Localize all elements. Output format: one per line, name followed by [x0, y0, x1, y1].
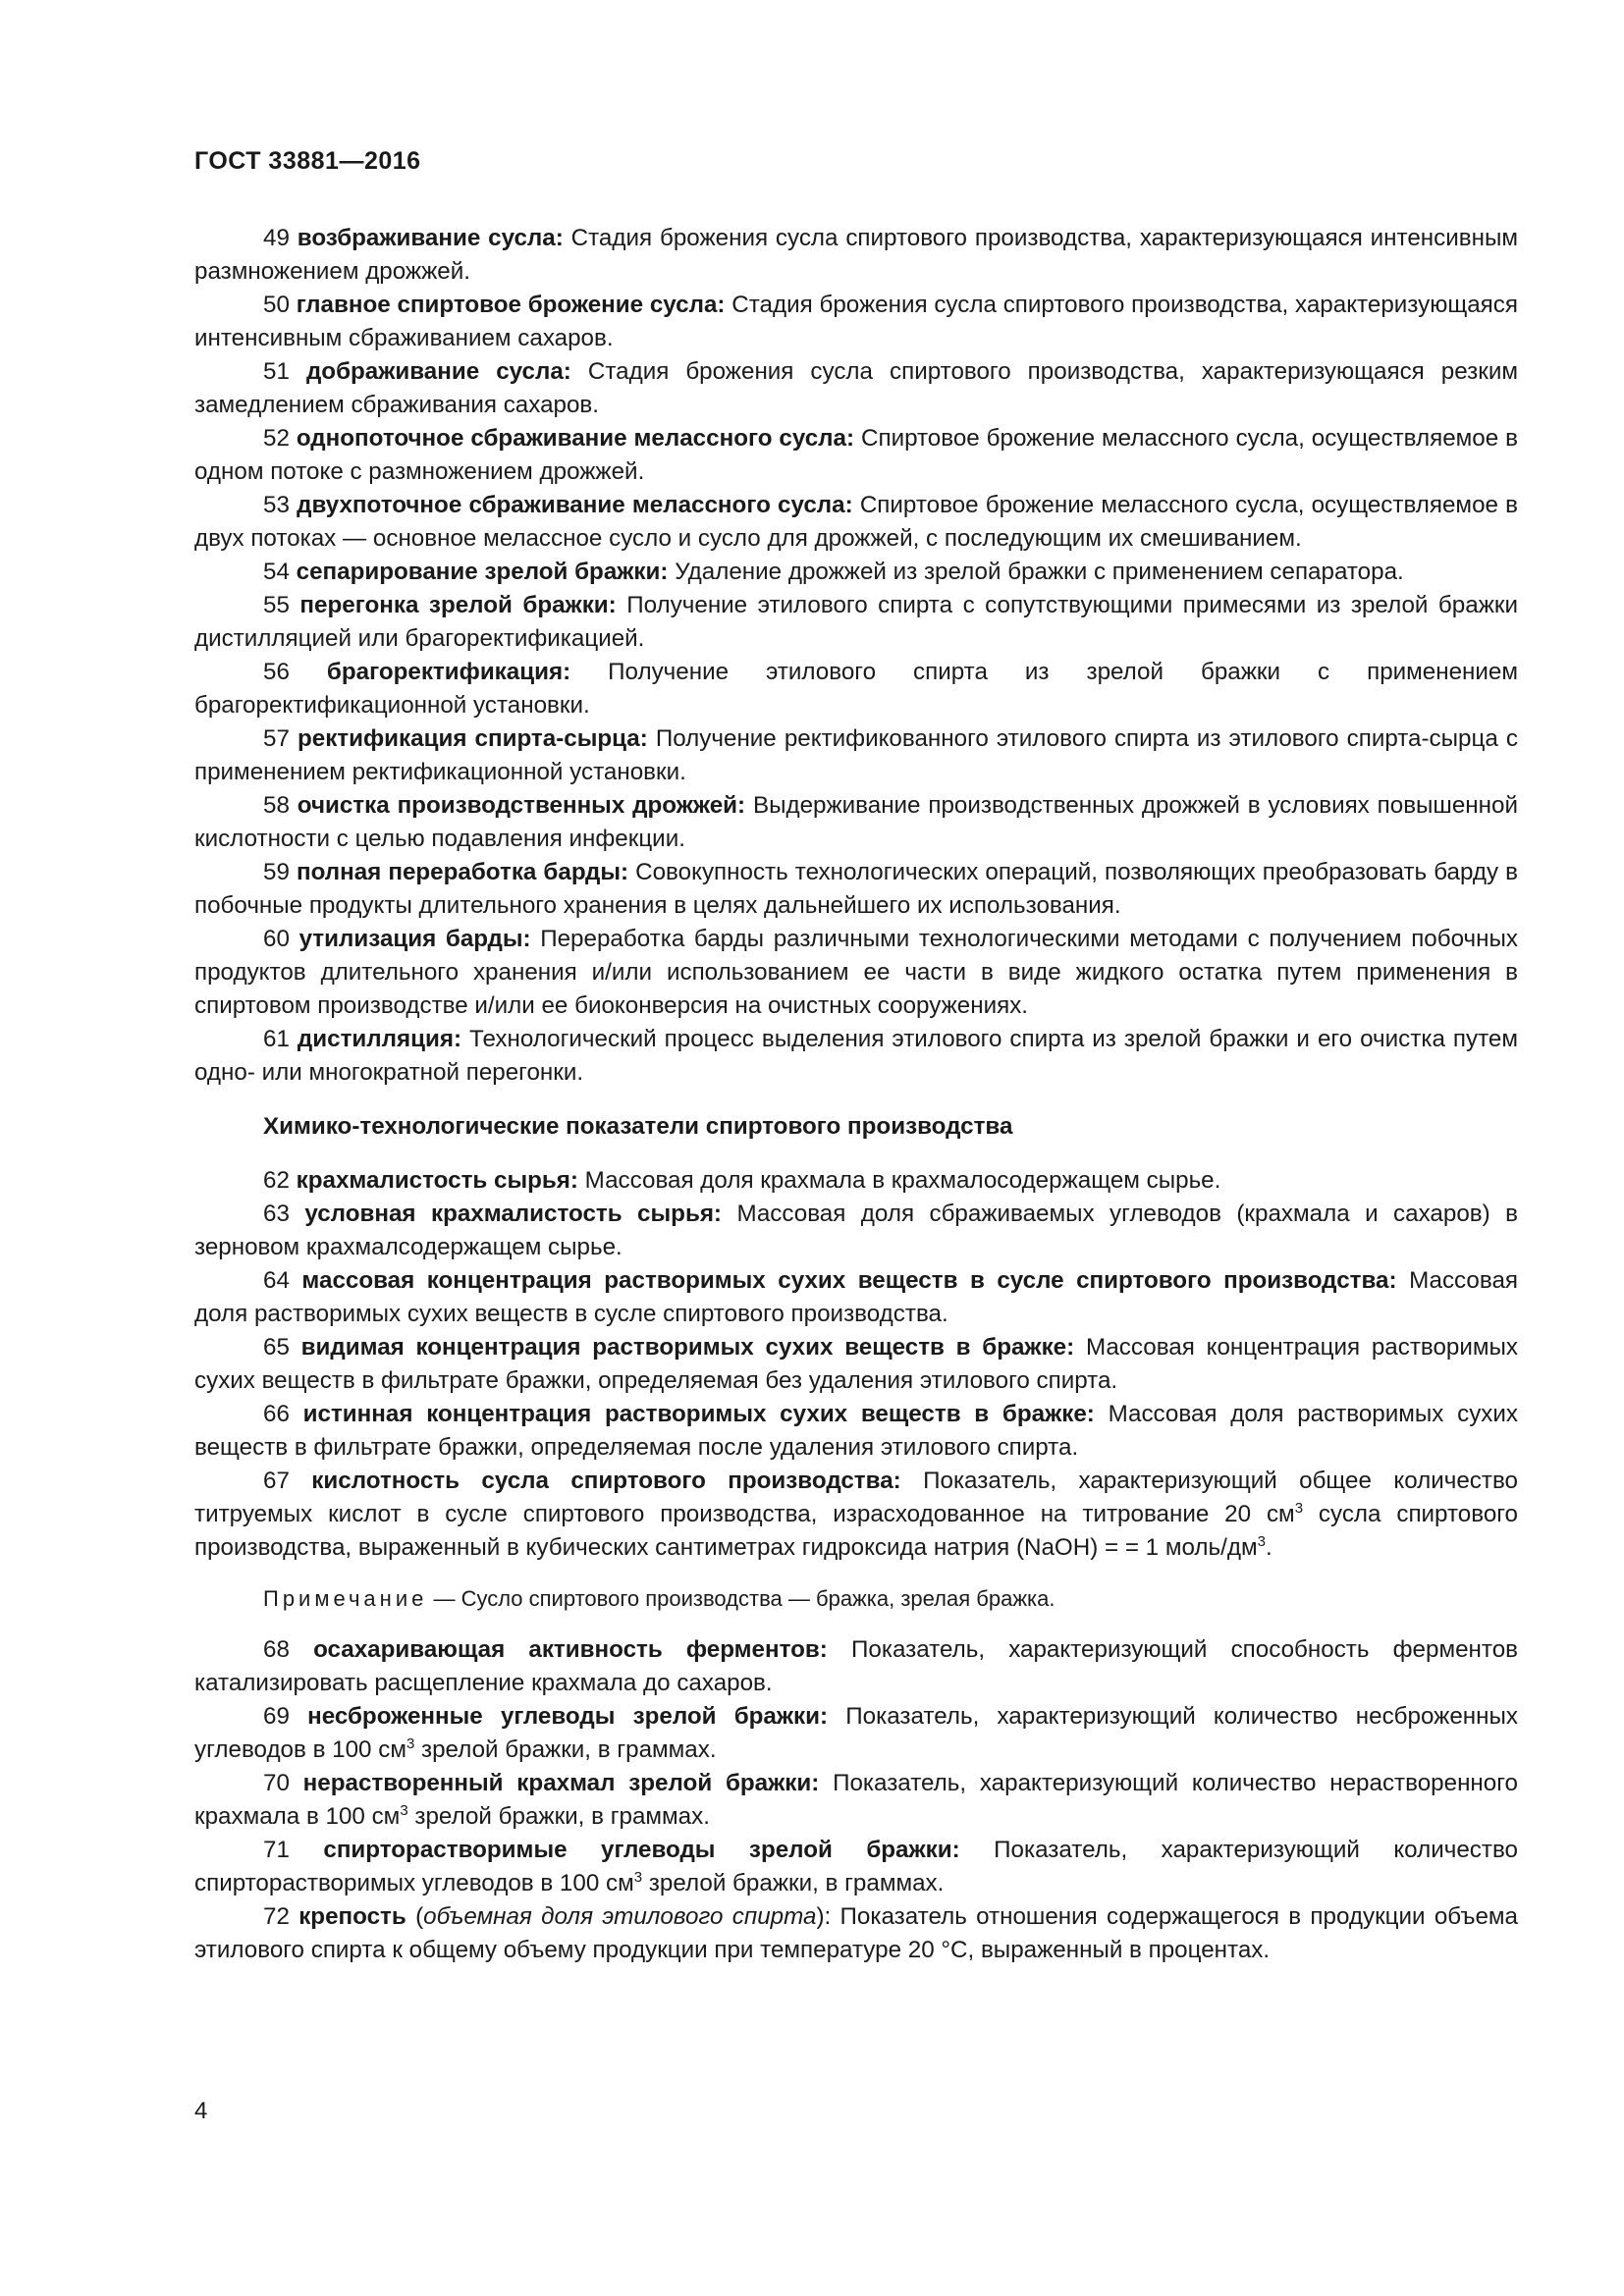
term-entry-55: 55 перегонка зрелой бражки: Получение этилового спирта с сопутствующими примесями из зрелой бражки дистилляцией или брагоректификацией. [194, 592, 1518, 652]
section-heading: Химико-технологические показатели спиртового производства [263, 1113, 1013, 1140]
term-entry-64: 64 массовая концентрация растворимых сухих веществ в сусле спиртового производства: Массовая доля растворимых сухих веществ в сусле спиртового производства. [194, 1267, 1518, 1327]
term-entry-60: 60 утилизация барды: Переработка барды различными технологическими методами с получением побочных продуктов длительного хранения и/или использованием ее части в виде жидкого остатка путем применения в спиртовом производстве и/или ее биоконверсия на очистных сооружениях. [194, 926, 1518, 1019]
term-entry-68: 68 осахаривающая активность ферментов: Показатель, характеризующий способность ферментов катализировать расщепление крахмала до сахаров. [194, 1636, 1519, 1696]
term-entry-51: 51 дображивание сусла: Стадия брожения сусла спиртового производства, характеризующаяся резким замедлением сбраживания сахаров. [194, 358, 1518, 418]
term-entry-52: 52 однопоточное сбраживание мелассного сусла: Спиртовое брожение мелассного сусла, осуществляемое в одном потоке с размножением дрожжей. [194, 425, 1518, 485]
term-entry-71: 71 спирторастворимые углеводы зрелой бражки: Показатель, характеризующий количество спирторастворимых углеводов в 100 $см^3$ зрелой бражки, в граммах. [194, 1837, 1518, 1896]
note-text: — Сусло спиртового производства — бражка, зрелая бражка. [427, 1586, 1056, 1611]
term-entry-63: 63 условная крахмалистость сырья: Массовая доля сбраживаемых углеводов (крахмала и сахаров) в зерновом крахмалсодержащем сырье. [194, 1201, 1518, 1260]
term-entry-66: 66 истинная концентрация растворимых сухих веществ в бражке: Массовая доля растворимых сухих веществ в фильтрате бражки, определяемая после удаления этилового спирта. [194, 1401, 1518, 1461]
term-entry-59: 59 полная переработка барды: Совокупность технологических операций, позволяющих преобразовать барду в побочные продукты длительного хранения в целях дальнейшего их использования. [194, 859, 1518, 919]
term-entry-69: 69 несброженные углеводы зрелой бражки: Показатель, характеризующий количество несброженных углеводов в 100 $см^3$ зрелой бражки, в граммах. [194, 1703, 1518, 1763]
note [263, 1582, 1518, 1616]
note-label: Примечание [263, 1586, 428, 1611]
term-entry-54: 54 сепарирование зрелой бражки: Удаление дрожжей из зрелой бражки с применением сепаратора. [263, 559, 1404, 585]
term-entry-61: 61 дистилляция: Технологический процесс выделения этилового спирта из зрелой бражки и его очистка путем одно- или многократной перегонки. [194, 1026, 1518, 1086]
term-entry-70: 70 нерастворенный крахмал зрелой бражки: Показатель, характеризующий количество нерастворенного крахмала в 100 $см^3$ зрелой бражки, в граммах. [194, 1770, 1518, 1830]
page-number: 4 [194, 2098, 208, 2124]
document-body [194, 222, 1518, 1967]
term-entry-53: 53 двухпоточное сбраживание мелассного сусла: Спиртовое брожение мелассного сусла, осуществляемое в двух потоках — основное мелассное сусло и сусло для дрожжей, с последующим их смешиванием. [194, 492, 1518, 552]
term-entry-56: 56 брагоректификация: Получение этилового спирта из зрелой бражки с применением брагоректификационной установки. [194, 659, 1518, 719]
document-header: ГОСТ 33881—2016 [194, 147, 421, 175]
term-entry-57: 57 ректификация спирта-сырца: Получение ректификованного этилового спирта из этилового спирта-сырца с применением ректификационной установки. [194, 725, 1518, 785]
term-entry-72: 72 крепость (объемная доля этилового спирта): Показатель отношения содержащегося в продукции объема этилового спирта к общему объему продукции при температуре 20 °С, выраженный в процентах. [194, 1903, 1518, 1963]
term-entry-58: 58 очистка производственных дрожжей: Выдерживание производственных дрожжей в условиях повышенной кислотности с целью подавления инфекции. [194, 792, 1518, 852]
term-entry-65: 65 видимая концентрация растворимых сухих веществ в бражке: Массовая концентрация растворимых сухих веществ в фильтрате бражки, определяемая без удаления этилового спирта. [194, 1334, 1518, 1394]
term-entry-62: 62 крахмалистость сырья: Массовая доля крахмала в крахмалосодержащем сырье. [263, 1167, 1221, 1194]
term-entry-67: 67 кислотность сусла спиртового производства: Показатель, характеризующий общее количество титруемых кислот в сусле спиртового производства, израсходованное на титрование 20 $см^3$ сусла спиртового производства, выраженный в кубических сантиметрах гидроксида натрия (NaOH) = = 1 моль/$дм^3$. [194, 1468, 1519, 1561]
term-entry-49: 49 возбраживание сусла: Стадия брожения сусла спиртового производства, характеризующаяся интенсивным размножением дрожжей. [194, 225, 1518, 285]
term-entry-50: 50 главное спиртовое брожение сусла: Стадия брожения сусла спиртового производства, характеризующаяся интенсивным сбраживанием сахаров. [194, 292, 1518, 351]
